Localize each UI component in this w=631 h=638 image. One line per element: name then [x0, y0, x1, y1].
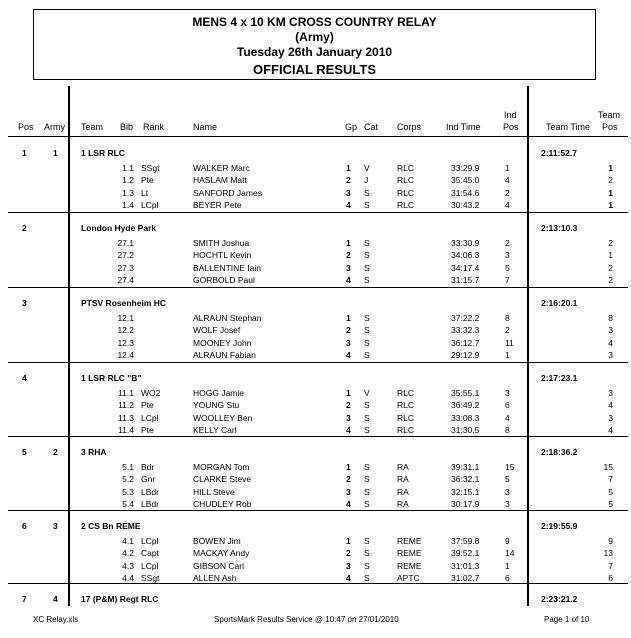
- runner-corps: RLC: [397, 187, 415, 198]
- runner-team-pos: 7: [608, 474, 613, 485]
- col-gp: Gp: [345, 122, 358, 132]
- runner-ind-pos: 9: [505, 536, 510, 546]
- left-divider: [68, 86, 70, 606]
- team-time: 2:11:52.7: [541, 148, 577, 158]
- runner-group: 3: [346, 560, 351, 571]
- runner-team-pos: 2: [608, 238, 613, 248]
- runner-group: 3: [346, 187, 351, 198]
- runner-group: 2: [346, 175, 351, 186]
- runner-rank: LCpl: [141, 536, 159, 546]
- team-name: 2 CS Bn REME: [81, 521, 141, 531]
- runner-category: S: [364, 573, 370, 584]
- runner-category: S: [364, 548, 370, 559]
- runner-rank: LBdr: [141, 499, 159, 510]
- runner-ind-pos: 11: [505, 337, 514, 348]
- runner-ind-pos: 6: [505, 400, 510, 411]
- runner-group: 4: [346, 499, 351, 510]
- runner-bib: 12.2: [117, 325, 134, 336]
- runner-ind-pos: 15: [505, 462, 515, 472]
- runner-rank: Pte: [141, 425, 154, 436]
- runner-corps: RA: [397, 474, 409, 485]
- runner-ind-time: 33:30.9: [451, 238, 480, 248]
- col-name: Name: [193, 122, 218, 132]
- team-separator: [8, 287, 628, 288]
- runner-category: S: [364, 200, 370, 211]
- runner-name: HASLAM Matt: [193, 175, 247, 186]
- runner-ind-time: 31:54.6: [451, 187, 480, 198]
- runner-corps: REME: [397, 536, 422, 546]
- runner-corps: RLC: [397, 163, 415, 173]
- runner-name: GORBOLD Paul: [193, 275, 255, 286]
- runner-ind-time: 33:08.3: [451, 412, 480, 423]
- team-position: 7: [22, 594, 27, 604]
- team-name: 17 (P&M) Regt RLC: [81, 594, 159, 604]
- runner-ind-time: 32:15.1: [451, 486, 480, 497]
- team-position: 3: [22, 298, 27, 308]
- runner-corps: RA: [397, 486, 409, 497]
- runner-category: S: [364, 560, 370, 571]
- runner-ind-pos: 3: [505, 499, 510, 510]
- runner-group: 4: [346, 350, 351, 361]
- report-status: OFFICIAL RESULTS: [252, 62, 377, 77]
- runner-ind-time: 39:31.1: [451, 462, 480, 472]
- runner-ind-pos: 7: [505, 275, 510, 286]
- runner-category: S: [364, 325, 370, 336]
- runner-team-pos: 2: [608, 262, 613, 273]
- col-pos: Pos: [18, 122, 34, 132]
- runner-bib: 4.4: [122, 573, 134, 584]
- runner-ind-time: 31:01.3: [451, 560, 480, 571]
- runner-bib: 11.2: [118, 400, 134, 411]
- runner-group: 1: [346, 163, 351, 173]
- runner-bib: 12.4: [117, 350, 134, 361]
- runner-team-pos: 5: [608, 499, 613, 510]
- report-title: MENS 4 x 10 KM CROSS COUNTRY RELAY: [192, 15, 437, 29]
- col-corps: Corps: [397, 122, 422, 132]
- col-team-time: Team Time: [546, 122, 591, 132]
- runner-name: MORGAN Tom: [193, 462, 250, 472]
- runner-bib: 12.1: [117, 313, 134, 323]
- runner-bib: 11.3: [118, 412, 134, 423]
- runner-ind-time: 37:22.2: [451, 313, 480, 323]
- runner-rank: Bdr: [141, 462, 155, 472]
- runner-team-pos: 4: [608, 425, 613, 436]
- runner-bib: 5.2: [122, 474, 134, 485]
- footer-service: SportsMark Results Service @ 10:47 on 27/01/2010: [214, 615, 399, 624]
- runner-corps: RA: [397, 462, 409, 472]
- runner-corps: RLC: [397, 412, 415, 423]
- team-separator: [8, 583, 628, 584]
- runner-ind-pos: 3: [505, 388, 510, 398]
- runner-bib: 27.2: [117, 250, 134, 261]
- runner-group: 2: [346, 548, 351, 559]
- runner-team-pos: 2: [608, 275, 613, 286]
- runner-ind-time: 31:02.7: [451, 573, 480, 584]
- team-position: 5: [22, 447, 27, 457]
- runner-bib: 12.3: [117, 337, 134, 348]
- runner-name: ALLEN Ash: [193, 573, 237, 584]
- runner-category: J: [364, 175, 369, 186]
- runner-ind-time: 30:17.9: [451, 499, 480, 510]
- runner-ind-time: 34:06.3: [451, 250, 480, 261]
- runner-team-pos: 13: [603, 548, 613, 559]
- runner-category: S: [364, 400, 370, 411]
- runner-category: S: [364, 313, 370, 323]
- runner-team-pos: 6: [608, 573, 613, 584]
- col-ind-time: Ind Time: [446, 122, 481, 132]
- runner-name: CHUDLEY Rob: [193, 499, 252, 510]
- runner-corps: RA: [397, 499, 409, 510]
- runner-group: 1: [346, 313, 351, 323]
- runner-team-pos: 3: [608, 325, 613, 336]
- runner-category: S: [364, 536, 370, 546]
- runner-name: MOONEY John: [193, 337, 252, 348]
- team-time: 2:13:10.3: [541, 223, 578, 233]
- runner-corps: RLC: [397, 200, 415, 211]
- runner-team-pos: 2: [608, 175, 613, 186]
- col-cat: Cat: [364, 122, 379, 132]
- runner-bib: 27.1: [117, 238, 134, 248]
- runner-team-pos: 7: [608, 560, 613, 571]
- runner-name: HOGG Jamie: [193, 388, 245, 398]
- team-time: 2:17:23.1: [541, 373, 578, 383]
- footer-page: Page 1 of 10: [544, 615, 590, 624]
- runner-category: S: [364, 238, 370, 248]
- runner-group: 2: [346, 400, 351, 411]
- runner-team-pos: 9: [608, 536, 613, 546]
- runner-category: S: [364, 462, 370, 472]
- runner-name: BALLENTINE Iain: [193, 262, 262, 273]
- runner-ind-pos: 2: [505, 325, 510, 336]
- runner-team-pos: 4: [608, 337, 613, 348]
- runner-bib: 1.2: [122, 175, 134, 186]
- team-time: 2:23:21.2: [541, 594, 578, 604]
- runner-name: WOOLLEY Ben: [193, 412, 253, 423]
- runner-bib: 1.1: [122, 163, 134, 173]
- runner-ind-time: 31:30.5: [451, 425, 480, 436]
- runner-group: 4: [346, 200, 351, 211]
- runner-group: 1: [346, 238, 351, 248]
- team-name: 3 RHA: [81, 447, 107, 457]
- runner-ind-pos: 3: [505, 250, 510, 261]
- runner-corps: RLC: [397, 175, 415, 186]
- runner-group: 4: [346, 275, 351, 286]
- runner-ind-pos: 5: [505, 474, 510, 485]
- runner-rank: SSgt: [141, 163, 160, 173]
- runner-category: S: [364, 187, 370, 198]
- runner-corps: RLC: [397, 425, 415, 436]
- runner-name: CLARKE Steve: [193, 474, 252, 485]
- runner-ind-time: 35:45.0: [451, 175, 480, 186]
- runner-ind-pos: 5: [505, 262, 510, 273]
- runner-name: BEYER Pete: [193, 200, 242, 211]
- runner-team-pos: 4: [608, 400, 613, 411]
- team-position: 1: [22, 148, 27, 158]
- runner-group: 2: [346, 474, 351, 485]
- team-position: 6: [22, 521, 27, 531]
- runner-name: WOLF Josef: [193, 325, 241, 336]
- runner-bib: 5.3: [122, 486, 134, 497]
- runner-category: S: [364, 486, 370, 497]
- report-subtitle: (Army): [295, 30, 334, 44]
- runner-bib: 27.4: [117, 275, 134, 286]
- runner-rank: LBdr: [141, 486, 159, 497]
- runner-corps: RLC: [397, 388, 415, 398]
- runner-team-pos: 1: [608, 200, 613, 211]
- col-team-pos-line2: Pos: [602, 122, 618, 132]
- army-position: 3: [53, 521, 58, 531]
- runner-category: S: [364, 499, 370, 510]
- runner-category: S: [364, 412, 370, 423]
- report-title-box: [33, 9, 596, 80]
- runner-ind-time: 37:59.8: [451, 536, 480, 546]
- runner-ind-time: 36:12.7: [451, 337, 480, 348]
- runner-category: S: [364, 474, 370, 485]
- runner-ind-time: 33:32.3: [451, 325, 480, 336]
- team-separator: [8, 436, 628, 437]
- runner-group: 1: [346, 536, 351, 546]
- runner-ind-time: 36:32.1: [451, 474, 480, 485]
- army-position: 2: [53, 447, 58, 457]
- runner-category: S: [364, 337, 370, 348]
- footer-filename: XC Relay.xls: [33, 615, 79, 624]
- runner-name: ALRAUN Stephan: [193, 313, 262, 323]
- runner-ind-pos: 8: [505, 313, 510, 323]
- col-ind-pos-line1: Ind: [504, 110, 517, 120]
- team-separator: [8, 362, 628, 363]
- runner-category: S: [364, 262, 370, 273]
- runner-category: V: [364, 163, 370, 173]
- runner-category: S: [364, 350, 370, 361]
- runner-name: SANFORD James: [193, 187, 262, 198]
- team-time: 2:18:36.2: [541, 447, 578, 457]
- team-name: London Hyde Park: [81, 223, 157, 233]
- runner-rank: SSgt: [141, 573, 160, 584]
- runner-team-pos: 15: [603, 462, 613, 472]
- runner-ind-time: 34:17.4: [451, 262, 480, 273]
- runner-ind-time: 39:52.1: [451, 548, 480, 559]
- runner-bib: 11.1: [118, 388, 134, 398]
- runner-ind-pos: 4: [505, 412, 510, 423]
- runner-ind-pos: 8: [505, 425, 510, 436]
- runner-rank: Capt: [141, 548, 159, 559]
- runner-group: 3: [346, 337, 351, 348]
- army-position: 1: [53, 148, 58, 158]
- team-position: 2: [22, 223, 27, 233]
- col-army: Army: [44, 122, 65, 132]
- runner-rank: Gnr: [141, 474, 156, 485]
- runner-ind-pos: 4: [505, 175, 510, 186]
- runner-ind-pos: 2: [505, 187, 510, 198]
- header-rule: [8, 136, 628, 137]
- runner-group: 3: [346, 262, 351, 273]
- runner-ind-pos: 14: [505, 548, 515, 559]
- runner-name: HILL Steve: [193, 486, 235, 497]
- runner-team-pos: 1: [608, 163, 613, 173]
- runner-ind-pos: 1: [505, 163, 510, 173]
- team-name: 1 LSR RLC "B": [81, 373, 142, 383]
- runner-team-pos: 5: [608, 486, 613, 497]
- runner-ind-time: 36:49.2: [451, 400, 480, 411]
- runner-group: 1: [346, 462, 351, 472]
- runner-group: 4: [346, 425, 351, 436]
- runner-group: 2: [346, 250, 351, 261]
- runner-ind-time: 35:55.1: [451, 388, 480, 398]
- runner-team-pos: 3: [608, 388, 613, 398]
- team-name: PTSV Rosenheim HC: [81, 298, 167, 308]
- runner-rank: LCpl: [141, 412, 159, 423]
- runner-ind-time: 30:43.2: [451, 200, 480, 211]
- report-date: Tuesday 26th January 2010: [236, 45, 393, 59]
- runner-team-pos: 3: [608, 350, 613, 361]
- team-name: 1 LSR RLC: [81, 148, 125, 158]
- runner-category: V: [364, 388, 370, 398]
- runner-bib: 4.1: [122, 536, 134, 546]
- runner-name: YOUNG Stu: [193, 400, 240, 411]
- runner-team-pos: 3: [608, 412, 613, 423]
- right-divider: [527, 86, 529, 606]
- runner-corps: REME: [397, 560, 422, 571]
- runner-name: HOCHTL Kevin: [193, 250, 252, 261]
- runner-corps: APTC: [397, 573, 420, 584]
- runner-name: GIBSON Carl: [193, 560, 245, 571]
- runner-group: 3: [346, 412, 351, 423]
- runner-name: BOWEN Jim: [193, 536, 241, 546]
- runner-bib: 27.3: [117, 262, 134, 273]
- team-time: 2:19:55.9: [541, 521, 578, 531]
- runner-category: S: [364, 275, 370, 286]
- runner-category: S: [364, 250, 370, 261]
- runner-ind-pos: 2: [505, 238, 510, 248]
- runner-bib: 4.3: [122, 560, 134, 571]
- runner-ind-time: 33:29.9: [451, 163, 480, 173]
- team-time: 2:16:20.1: [541, 298, 578, 308]
- runner-corps: REME: [397, 548, 422, 559]
- runner-bib: 11.4: [118, 425, 134, 436]
- runner-ind-pos: 1: [505, 560, 510, 571]
- runner-rank: Pte: [141, 400, 154, 411]
- runner-group: 3: [346, 486, 351, 497]
- runner-bib: 1.3: [122, 187, 134, 198]
- runner-ind-pos: 3: [505, 486, 510, 497]
- col-ind-pos-line2: Pos: [503, 122, 519, 132]
- runner-corps: RLC: [397, 400, 415, 411]
- runner-group: 2: [346, 325, 351, 336]
- runner-name: MACKAY Andy: [193, 548, 250, 559]
- col-team: Team: [81, 122, 104, 132]
- runner-team-pos: 1: [608, 187, 613, 198]
- runner-ind-pos: 4: [505, 200, 510, 211]
- runner-bib: 5.4: [122, 499, 134, 510]
- runner-ind-pos: 6: [505, 573, 510, 584]
- col-bib: Bib: [120, 122, 134, 132]
- runner-bib: 5.1: [122, 462, 134, 472]
- runner-group: 1: [346, 388, 351, 398]
- team-position: 4: [22, 373, 27, 383]
- runner-team-pos: 8: [608, 313, 613, 323]
- runner-category: S: [364, 425, 370, 436]
- runner-ind-time: 31:15.7: [451, 275, 480, 286]
- runner-rank: LCpl: [141, 200, 159, 211]
- runner-name: ALRAUN Fabian: [193, 350, 256, 361]
- runner-name: WALKER Marc: [193, 163, 250, 173]
- runner-rank: Pte: [141, 175, 154, 186]
- runner-bib: 4.2: [122, 548, 134, 559]
- runner-ind-pos: 1: [505, 350, 510, 361]
- runner-name: SMITH Joshua: [193, 238, 250, 248]
- runner-rank: Lt: [141, 187, 149, 198]
- runner-group: 4: [346, 573, 351, 584]
- runner-name: KELLY Carl: [193, 425, 237, 436]
- runner-ind-time: 29:12.9: [451, 350, 480, 361]
- col-team-pos-line1: Team: [598, 110, 621, 120]
- army-position: 4: [53, 594, 58, 604]
- runner-rank: LCpl: [141, 560, 159, 571]
- team-separator: [8, 510, 628, 511]
- runner-rank: WO2: [141, 388, 161, 398]
- runner-team-pos: 1: [608, 250, 613, 261]
- team-separator: [8, 212, 628, 213]
- col-rank: Rank: [143, 122, 165, 132]
- runner-bib: 1.4: [122, 200, 134, 211]
